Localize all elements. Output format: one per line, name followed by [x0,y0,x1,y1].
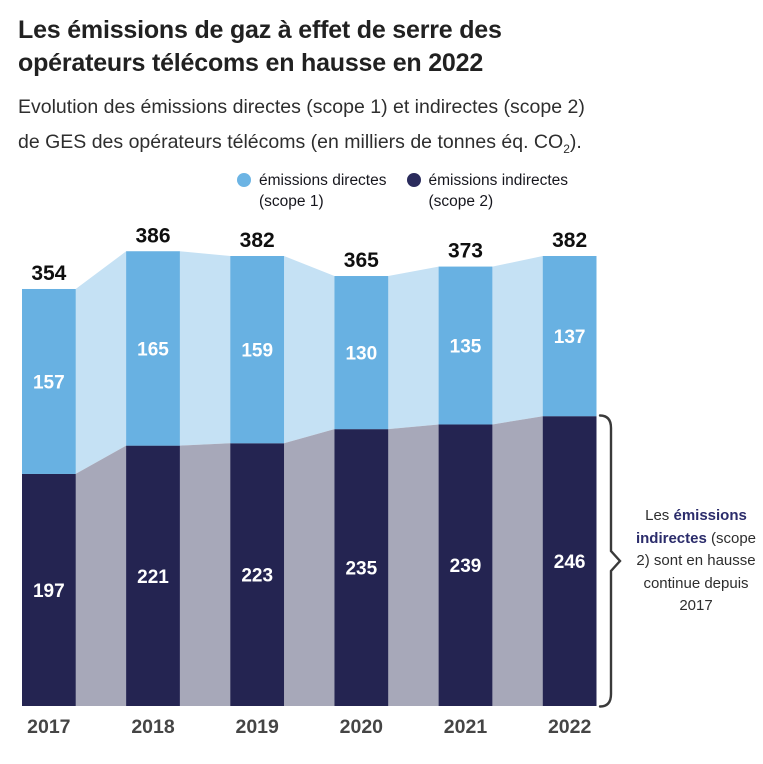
scope1-value-2018: 165 [137,339,169,361]
total-label-2017: 354 [31,261,67,285]
year-label-2020: 2020 [339,716,384,738]
scope2-value-2018: 221 [137,566,169,588]
scope2-value-2022: 246 [553,552,586,574]
scope1-value-2020: 130 [345,343,378,365]
year-label-2017: 2017 [27,716,71,738]
year-label-2019: 2019 [235,716,279,738]
scope2-value-2019: 223 [241,565,274,587]
subtitle-line-1: Evolution des émissions directes (scope 1) et indirectes (scope 2) [18,96,585,118]
total-label-2022: 382 [552,229,588,253]
legend-label-scope1: émissions directes (scope 1) [259,172,387,210]
scope2-value-2021: 239 [449,556,482,578]
total-label-2018: 386 [135,224,171,248]
year-label-2021: 2021 [443,716,488,738]
legend-label-scope2: émissions indirectes (scope 2) [428,172,569,210]
scope1-value-2019: 159 [241,340,274,362]
scope1-value-2022: 137 [553,327,586,349]
year-label-2022: 2022 [547,716,592,738]
scope1-value-2017: 157 [32,372,65,394]
scope1-value-2021: 135 [449,336,482,358]
co2-subscript: 2 [563,141,570,156]
total-label-2019: 382 [239,229,275,253]
total-label-2021: 373 [447,239,484,263]
title-line-1: Les émissions de gaz à effet de serre des [18,16,502,44]
scope2-value-2020: 235 [345,558,378,580]
scope2-value-2017: 197 [32,580,65,602]
year-label-2018: 2018 [131,716,175,738]
annotation-bold-text: émissions indirectes [635,507,747,547]
scope2-annotation: Les émissions indirectes (scope 2) sont en hausse continue depuis 2017 [635,507,757,614]
scope2-area [22,416,597,706]
scope2-bracket-icon [594,411,626,713]
subtitle-line-2: de GES des opérateurs télécoms (en milliers de tonnes éq. $CO_2$). [18,131,582,156]
title-line-2: opérateurs télécoms en hausse en 2022 [18,49,484,77]
total-label-2020: 365 [343,249,379,273]
